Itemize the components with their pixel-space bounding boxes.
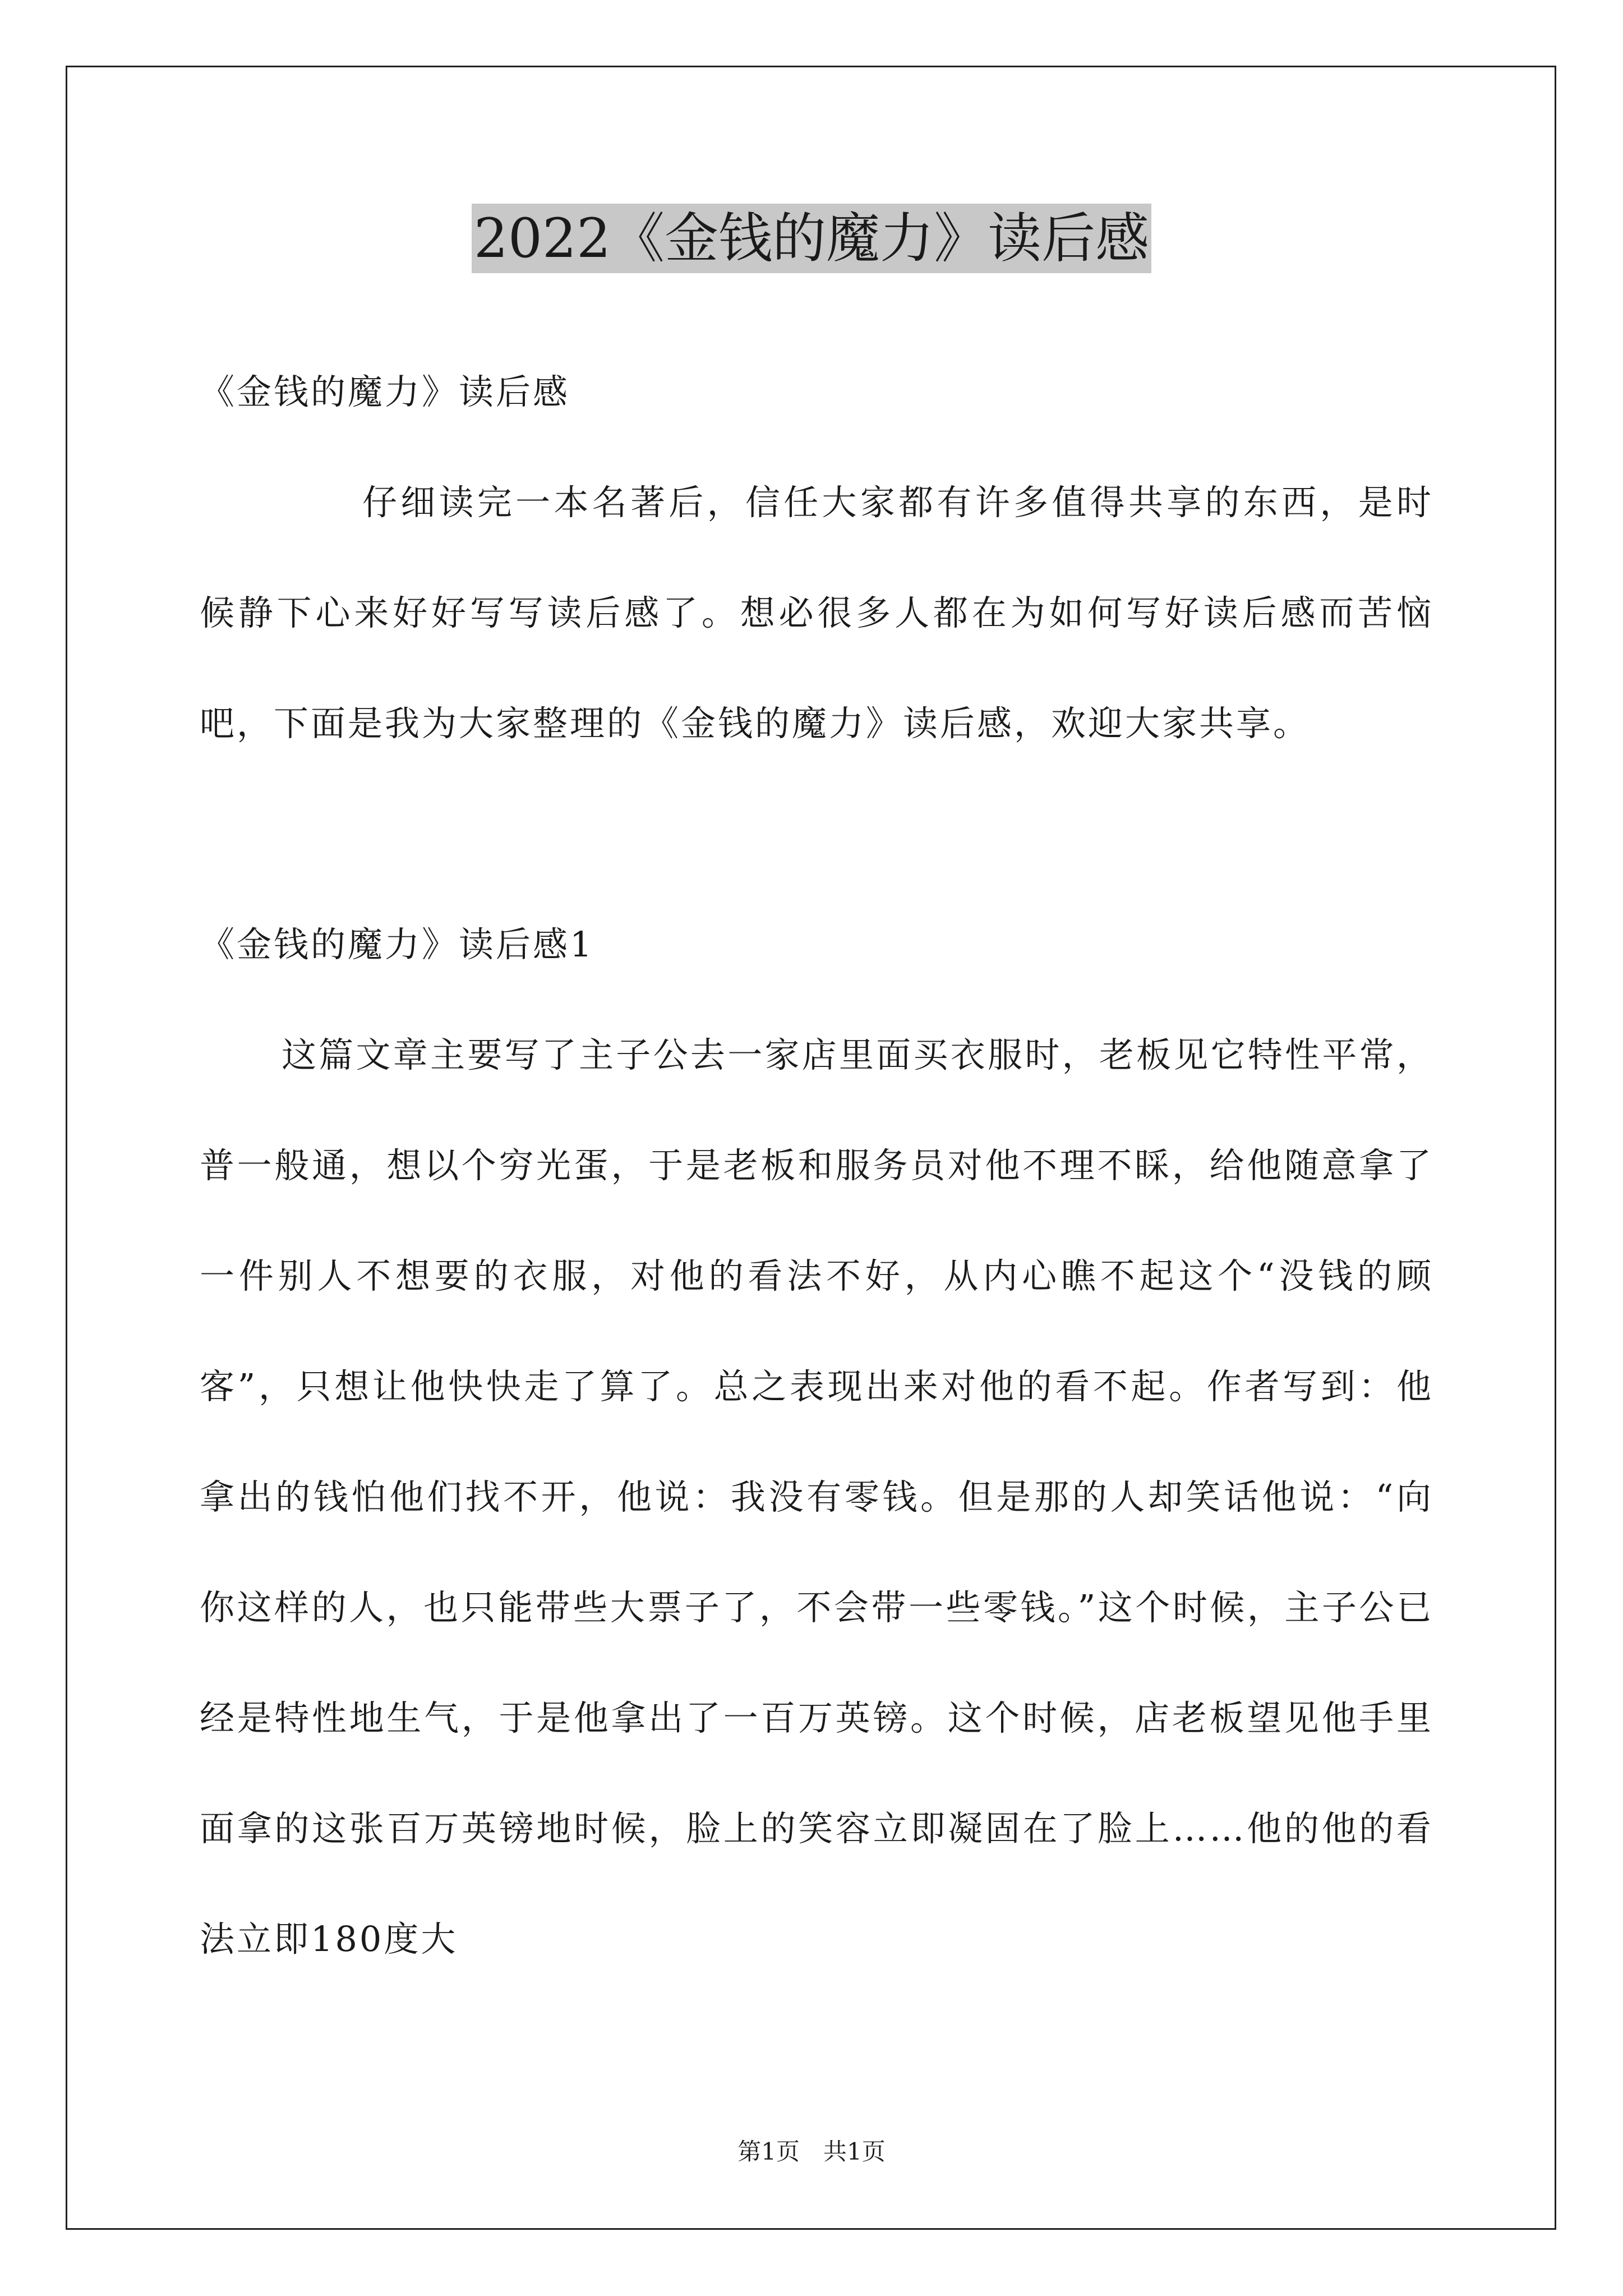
page-footer [0,2135,1623,2169]
subtitle-heading: 《金钱的魔力》读后感 [200,371,570,412]
document-title-text: 2022《金钱的魔力》读后感 [472,204,1151,273]
document-title [0,202,1623,275]
document-body [200,337,1433,1994]
intro-paragraph: 仔细读完一本名著后，信任大家都有许多值得共享的东西，是时候静下心来好好写写读后感了。想必很多人都在为如何写好读后感而苦恼吧，下面是我为大家整理的《金钱的魔力》读后感，欢迎大家共享。 [200,482,1433,744]
page-number: 第1页 共1页 [737,2138,886,2165]
section-heading: 《金钱的魔力》读后感1 [200,924,594,965]
paragraph-spacer [200,779,1433,889]
body-paragraph: 这篇文章主要写了主子公去一家店里面买衣服时，老板见它特性平常，普一般通，想以个穷光蛋，于是老板和服务员对他不理不睬，给他随意拿了一件别人不想要的衣服，对他的看法不好，从内心瞧不起这个“没钱的顾客”，只想让他快快走了算了。总之表现出来对他的看不起。作者写到：他拿出的钱怕他们找不开，他说：我没有零钱。但是那的人却笑话他说：“向你这样的人，也只能带些大票子了，不会带一些零钱。”这个时候，主子公已经是特性地生气，于是他拿出了一百万英镑。这个时候，店老板望见他手里面拿的这张百万英镑地时候，脸上的笑容立即凝固在了脸上……他的他的看法立即180度大 [200,1034,1433,1959]
